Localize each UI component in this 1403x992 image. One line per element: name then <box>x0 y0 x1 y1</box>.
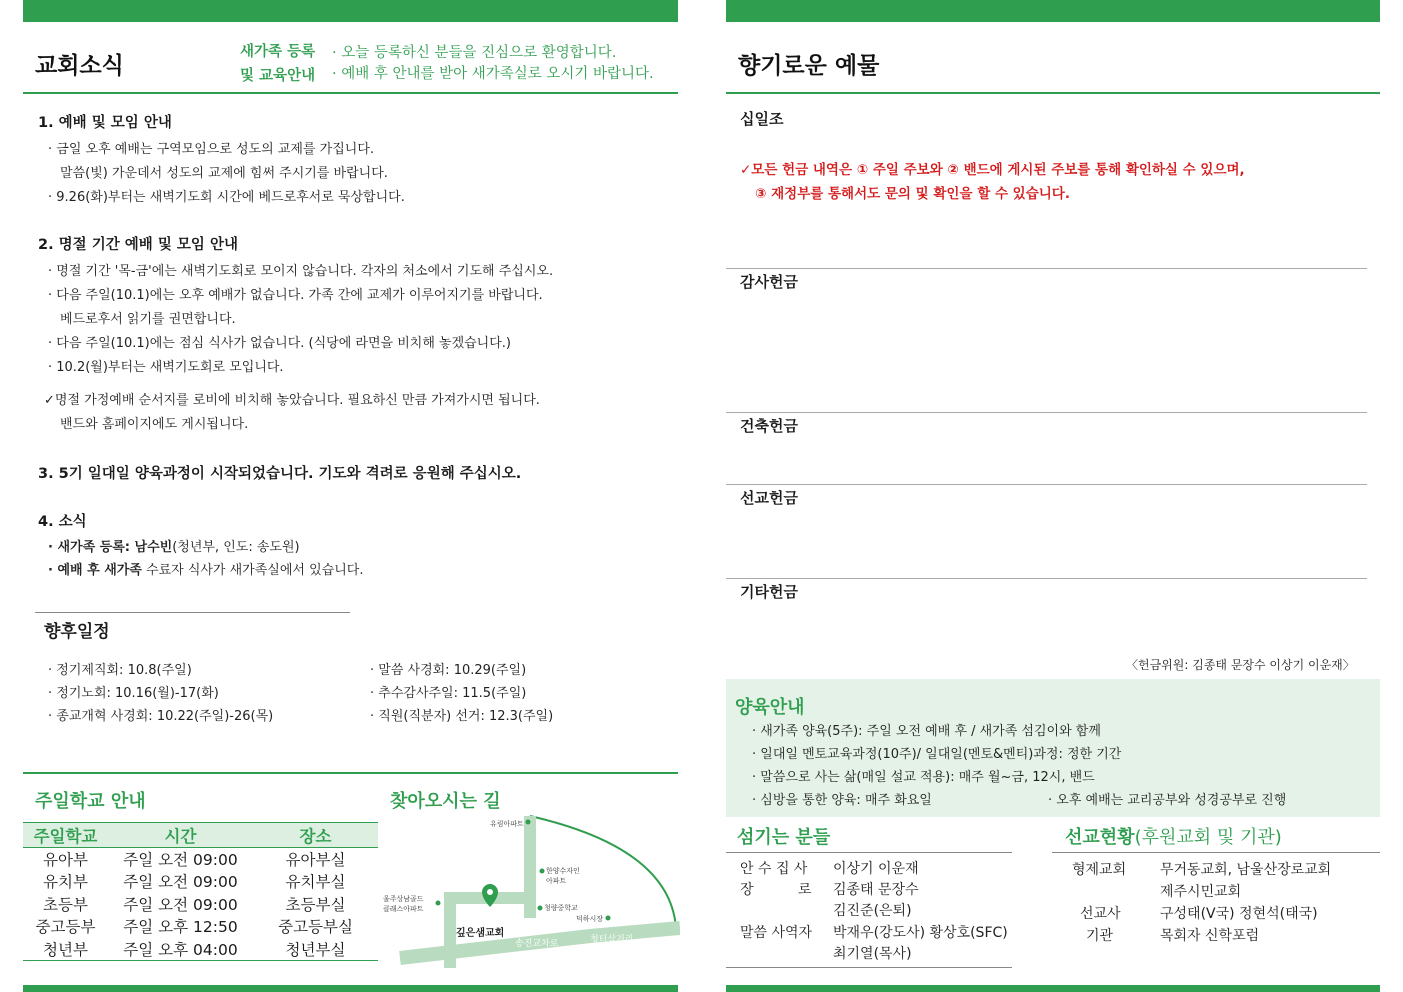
mission-offering-title: 선교헌금 <box>740 489 798 507</box>
thanks-offering-title: 감사헌금 <box>740 273 798 291</box>
header-place: 장소 <box>253 823 378 848</box>
directions-map <box>380 808 680 968</box>
map-dot-yurim <box>526 820 531 825</box>
education-title: 양육안내 <box>735 697 805 718</box>
education-line-1: · 새가족 양육(5주): 주일 오전 예배 후 / 새가족 섬김이와 함께 <box>752 724 1101 739</box>
newcomer-label-2: 및 교육안내 <box>240 68 316 84</box>
missions-title-sub: (후원교회 및 기관) <box>1134 827 1282 848</box>
thanks-divider <box>726 268 1367 269</box>
schedule-title: 향후일정 <box>44 622 110 642</box>
school-cell: 중고등부 <box>35 918 96 937</box>
offering-committee: 〈헌금위원: 김종태 문장수 이상기 이운재〉 <box>1126 658 1355 672</box>
header-school: 주일학교 <box>23 823 108 848</box>
education-line-4: · 심방을 통한 양육: 매주 화요일 <box>752 793 932 808</box>
section-2-title: 2. 명절 기간 예배 및 모임 안내 <box>38 237 238 253</box>
section-2-line-4: · 다음 주일(10.1)에는 점심 식사가 없습니다. (식당에 라면을 비치해 놓겠습니다.) <box>48 336 512 351</box>
servers-row-3-value: 김진준(은퇴) <box>833 903 912 919</box>
offering-notice-2: ③ 재정부를 통해서도 문의 및 확인을 할 수 있습니다. <box>755 186 1070 202</box>
time-cell: 주일 오후 12:50 <box>123 918 238 937</box>
map-label-road-1: 송진교차로 <box>515 939 559 949</box>
school-cell: 초등부 <box>43 895 88 914</box>
school-cell: 유아부 <box>43 851 88 869</box>
place-cell: 중고등부실 <box>278 918 353 937</box>
church-news-title: 교회소식 <box>35 53 124 79</box>
top-bar-left <box>23 0 678 22</box>
directions-title: 찾아오시는 길 <box>390 791 501 812</box>
time-cell: 주일 오전 09:00 <box>123 895 238 914</box>
bottom-bar-left <box>23 985 678 992</box>
servers-row-1-value: 이상기 이운재 <box>833 861 919 877</box>
section-2-line-7: 밴드와 홈페이지에도 게시됩니다. <box>60 417 249 432</box>
missions-row-4-key: 기관 <box>1086 928 1114 944</box>
map-label-cheongnyang: 청량중학교 <box>544 904 578 912</box>
section-1-line-3: · 9.26(화)부터는 새벽기도회 시간에 베드로후서로 묵상합니다. <box>48 190 405 205</box>
map-label-road-2: 청터삼거리 <box>590 935 634 945</box>
newcomer-line-1: · 오늘 등록하신 분들을 진심으로 환영합니다. <box>332 45 617 61</box>
time-cell: 주일 오전 09:00 <box>123 873 238 892</box>
section-1-line-1: · 금일 오후 예배는 구역모임으로 성도의 교제를 가집니다. <box>48 142 375 157</box>
section-4-line-2-bold: · 예배 후 새가족 <box>48 563 142 578</box>
map-dot-deokha <box>606 916 611 921</box>
education-line-2: · 일대일 멘토교육과정(10주)/ 일대일(멘토&멘티)과정: 정한 기간 <box>752 747 1122 762</box>
map-dot-hanyang <box>540 869 545 874</box>
school-cell: 유치부 <box>43 873 88 892</box>
missions-row-4-value: 목회자 신학포럼 <box>1160 928 1260 944</box>
missions-row-3-value: 구성태(V국) 정현석(태국) <box>1160 906 1318 922</box>
mission-divider <box>726 484 1367 485</box>
education-line-5: · 오후 예배는 교리공부와 성경공부로 진행 <box>1048 793 1287 808</box>
section-2-line-3: 베드로후서 읽기를 권면합니다. <box>60 312 236 327</box>
place-cell: 유치부실 <box>285 873 346 892</box>
servers-row-4-key: 말씀 사역자 <box>740 925 813 941</box>
servers-title: 섬기는 분들 <box>737 827 831 848</box>
sunday-school-table <box>23 822 378 961</box>
missions-top-line <box>1052 852 1380 853</box>
table-row <box>23 870 378 893</box>
section-4-line-1-rest: (청년부, 인도: 송도원) <box>172 540 300 555</box>
schedule-col1-item-3: · 종교개혁 사경회: 10.22(주일)-26(목) <box>48 709 274 724</box>
servers-row-2-value: 김종태 문장수 <box>833 882 919 898</box>
missions-row-3-key: 선교사 <box>1080 906 1121 922</box>
map-dot-cheongnyang <box>538 906 543 911</box>
map-label-ulju-2: 클래스아파트 <box>383 905 424 913</box>
section-4-line-1 <box>48 536 300 555</box>
missions-row-1-value: 무거동교회, 남울산장로교회 <box>1160 862 1332 878</box>
top-bar-right <box>726 0 1380 22</box>
table-row <box>23 893 378 916</box>
servers-bottom-line <box>726 967 1012 968</box>
building-divider <box>726 412 1367 413</box>
map-label-hanyang-2: 아파트 <box>546 877 567 885</box>
map-dot-ulju <box>436 901 441 906</box>
section-2-line-6: ✓명절 가정예배 순서지를 로비에 비치해 놓았습니다. 필요하신 만큼 가져가시면 됩니다. <box>44 393 540 408</box>
servers-row-2-key: 장 로 <box>740 882 812 898</box>
newcomer-line-2: · 예배 후 안내를 받아 새가족실로 오시기 바랍니다. <box>332 66 654 82</box>
table-row <box>23 938 378 961</box>
header-time: 시간 <box>108 823 253 848</box>
section-4-line-1-bold: · 새가족 등록: 남수빈 <box>48 540 173 555</box>
map-label-hanyang: 한양수자인 <box>546 867 580 875</box>
servers-row-1-key: 안 수 집 사 <box>740 861 808 877</box>
missions-title-main: 선교현황 <box>1065 827 1135 848</box>
section-2-line-5: · 10.2(월)부터는 새벽기도회로 모입니다. <box>48 360 284 375</box>
tithe-title: 십일조 <box>740 110 784 128</box>
place-cell: 청년부실 <box>285 940 346 959</box>
schedule-divider <box>35 612 350 613</box>
map-pin-hole-icon <box>487 889 493 895</box>
offering-page-title: 향기로운 예물 <box>738 53 880 79</box>
schedule-col2-item-1: · 말씀 사경회: 10.29(주일) <box>370 663 527 678</box>
building-offering-title: 건축헌금 <box>740 417 798 435</box>
schedule-col2-item-2: · 추수감사주일: 11.5(주일) <box>370 686 527 701</box>
time-cell: 주일 오후 04:00 <box>123 940 238 959</box>
servers-row-5-value: 최기열(목사) <box>833 946 912 962</box>
schedule-col1-item-1: · 정기제직회: 10.8(주일) <box>48 663 192 678</box>
other-divider <box>726 578 1367 579</box>
map-label-deokha: 덕하시장 <box>576 915 604 923</box>
missions-row-1-key: 형제교회 <box>1072 862 1127 878</box>
place-cell: 유아부실 <box>285 851 346 869</box>
time-cell: 주일 오전 09:00 <box>123 851 238 869</box>
missions-row-2-value: 제주시민교회 <box>1160 884 1242 900</box>
school-cell: 청년부 <box>43 940 88 959</box>
table-row <box>23 915 378 938</box>
education-line-3: · 말씀으로 사는 삶(매일 설교 적용): 매주 월~금, 12시, 밴드 <box>752 770 1095 785</box>
servers-row-4-value: 박재우(강도사) 황상호(SFC) <box>833 925 1008 941</box>
section-2-line-2: · 다음 주일(10.1)에는 오후 예배가 없습니다. 가족 간에 교제가 이루어지기를 바랍니다. <box>48 288 543 303</box>
servers-top-line <box>726 852 1012 853</box>
section-1-title: 1. 예배 및 모임 안내 <box>38 115 172 131</box>
schedule-col1-item-2: · 정기노회: 10.16(월)-17(화) <box>48 686 219 701</box>
place-cell: 초등부실 <box>285 895 346 914</box>
map-label-ulju: 울주상남골드 <box>383 895 424 903</box>
sunday-school-header-row <box>23 823 378 848</box>
section-4-line-2-rest: 수료자 식사가 새가족실에서 있습니다. <box>141 563 364 578</box>
bottom-section-divider <box>23 772 678 774</box>
schedule-col2-item-3: · 직원(직분자) 선거: 12.3(주일) <box>370 709 554 724</box>
table-row <box>23 848 378 871</box>
map-label-yurim: 유림아파트 <box>490 820 524 828</box>
map-label-church: 깊은샘교회 <box>456 928 505 939</box>
missions-title <box>1065 823 1282 849</box>
newcomer-label-1: 새가족 등록 <box>240 44 316 60</box>
offering-notice-1: ✓모든 헌금 내역은 ① 주일 주보와 ② 밴드에 게시된 주보를 통해 확인하실 수 있으며, <box>740 162 1245 178</box>
sunday-school-title: 주일학교 안내 <box>35 791 146 812</box>
section-4-title: 4. 소식 <box>38 514 87 530</box>
section-3-title: 3. 5기 일대일 양육과정이 시작되었습니다. 기도와 격려로 응원해 주십시오. <box>38 466 522 482</box>
other-offering-title: 기타헌금 <box>740 583 798 601</box>
bottom-bar-right <box>726 985 1380 992</box>
section-1-line-2: 말씀(빛) 가운데서 성도의 교제에 힘써 주시기를 바랍니다. <box>60 166 388 181</box>
section-4-line-2 <box>48 559 363 578</box>
news-divider <box>23 92 678 94</box>
offering-divider <box>726 92 1380 94</box>
section-2-line-1: · 명절 기간 '목-금'에는 새벽기도회로 모이지 않습니다. 각자의 처소에서 기도해 주십시오. <box>48 264 554 279</box>
